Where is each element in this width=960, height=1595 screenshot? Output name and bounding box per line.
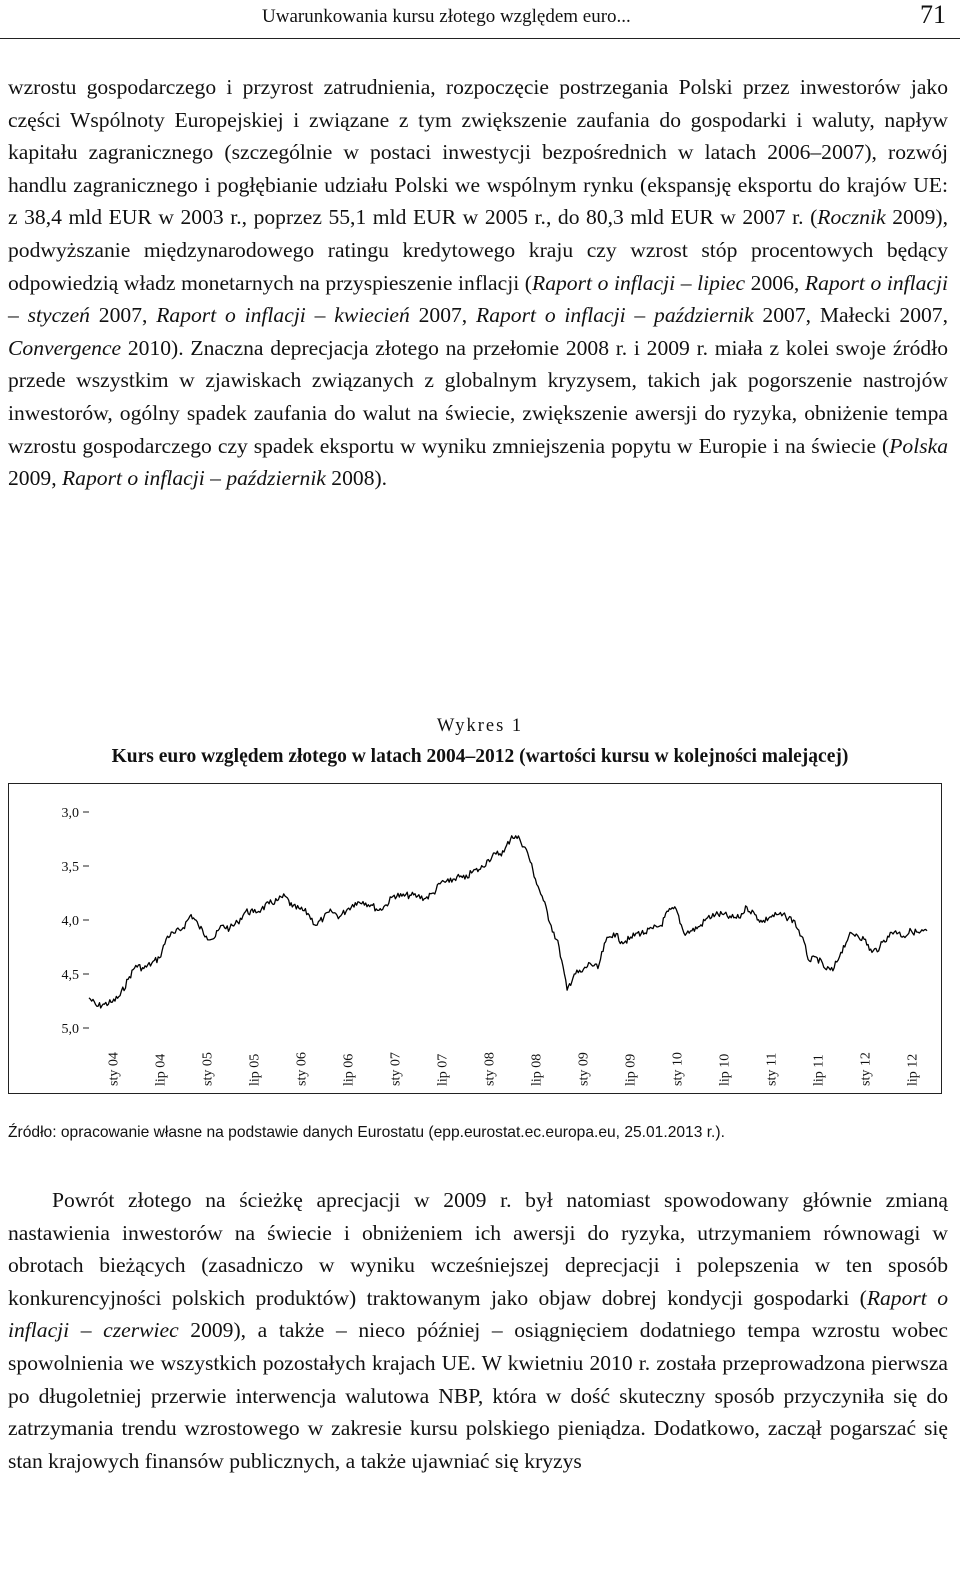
x-tick-label: lip 11 (811, 1054, 827, 1086)
x-tick-label: sty 06 (294, 1052, 310, 1086)
x-tick-label: sty 08 (482, 1052, 498, 1086)
x-tick-label: sty 09 (576, 1052, 592, 1086)
body-paragraph-1 (8, 71, 948, 495)
citation-text: Raport o inflacji – październik (476, 303, 754, 328)
x-tick-label: sty 10 (670, 1052, 686, 1086)
paragraph-text: Powrót złotego na ścieżkę aprecjacji w 2009 r. był natomiast spowodowany głównie zmianą nastawienia inwestorów na świecie i obniżeniem ich awersji do ryzyka, utrzymaniem równowagi w obrotach bieżących (zasadniczo w wyniku wcześniejszej deprecjacji i polepszenia w ten sposób konkurencyjności polskich produktów) traktowanym jako objaw dobrej kondycji gospodarki ( (8, 1188, 948, 1310)
running-title: Uwarunkowania kursu złotego względem euro... (262, 6, 631, 27)
paragraph-text: 2007, (89, 303, 157, 328)
x-tick-label: sty 11 (764, 1052, 780, 1086)
citation-text: Raport o inflacji – styczeń (8, 270, 949, 328)
x-tick-label: lip 04 (153, 1053, 169, 1086)
y-tick-label: 3,0 (61, 806, 79, 821)
header-rule (0, 38, 960, 39)
paragraph-text: 2010). Znaczna deprecjacja złotego na przełomie 2008 r. i 2009 r. miała z kolei swoje źródło przede wszystkim w zjawiskach związanych z globalnym kryzysem, takich jak pogorszenie nastrojów inwestorów, ogólny spadek zaufania do walut na świecie, zwiększenie awersji do ryzyka, obniżenie tempa wzrostu gospodarczego czy spadek eksportu w wyniku zmniejszenia popytu w Europie i na świecie ( (8, 335, 948, 458)
figure-title: Kurs euro względem złotego w latach 2004–2012 (wartości kursu w kolejności malejącej) (111, 746, 849, 767)
page-number: 71 (920, 0, 946, 29)
citation-text: Raport o inflacji – lipiec (532, 270, 746, 295)
paragraph-text: 2007, Małecki 2007, (753, 303, 948, 328)
x-tick-label: lip 10 (717, 1053, 733, 1086)
x-tick-label: lip 08 (529, 1053, 545, 1086)
paragraph-text: 2007, (409, 303, 477, 328)
chart-frame (8, 783, 942, 1094)
x-tick-label: sty 07 (388, 1052, 404, 1086)
citation-text: Convergence (8, 335, 122, 360)
body-paragraph-2 (8, 1184, 948, 1477)
x-tick-label: lip 05 (247, 1053, 263, 1086)
x-tick-label: lip 12 (905, 1053, 921, 1086)
y-tick-label: 5,0 (61, 1022, 79, 1037)
exchange-rate-chart (9, 784, 943, 1095)
y-tick-label: 3,5 (61, 860, 79, 875)
x-tick-label: sty 12 (858, 1052, 874, 1086)
x-tick-label: lip 09 (623, 1053, 639, 1086)
y-tick-label: 4,0 (61, 914, 79, 929)
paragraph-text: 2006, (745, 270, 805, 295)
citation-text: Polska (889, 433, 948, 458)
paragraph-text: 2009, (8, 466, 62, 491)
paragraph-text: 2009), podwyższanie międzynarodowego ratingu kredytowego kraju czy wzrost stóp procentowych będący odpowiedzią władz monetarnych na przyspieszenie inflacji ( (8, 205, 948, 295)
figure-label: Wykres 1 (436, 716, 524, 736)
page-header (0, 0, 960, 40)
citation-text: Rocznik (817, 205, 886, 230)
citation-text: Raport o inflacji – kwiecień (156, 303, 410, 328)
paragraph-text: wzrostu gospodarczego i przyrost zatrudnienia, rozpoczęcie postrzegania Polski przez inwestorów jako części Wspólnoty Europejskiej i związane z tym zwiększenie zaufania do gospodarki i waluty, napływ kapitału zagranicznego (szczególnie w postaci inwestycji bezpośrednich w latach 2006–2007), rozwój handlu zagranicznego i pogłębianie udziału Polski we wspólnym rynku (ekspansję eksportu do krajów UE: z 38,4 mld EUR w 2003 r., poprzez 55,1 mld EUR w 2005 r., do 80,3 mld EUR w 2007 r. ( (8, 75, 948, 230)
paragraph-text: 2009), a także – nieco później – osiągnięciem dodatniego tempa wzrostu wobec spowolnienia we wszystkich pozostałych krajach UE. W kwietniu 2010 r. została przeprowadzona pierwsza po długoletniej przerwie interwencja walutowa NBP, która w dość skuteczny sposób przyczyniła się do zatrzymania trendu wzrostowego w zakresie kursu polskiego pieniądza. Dodatkowo, zaczął pogarszać się stan krajowych finansów publicznych, a także ujawniać się kryzys (8, 1318, 948, 1473)
series-line-0 (89, 836, 927, 1008)
x-tick-label: sty 04 (106, 1052, 122, 1086)
x-tick-label: lip 07 (435, 1053, 451, 1086)
citation-text: Raport o inflacji – czerwiec (8, 1285, 948, 1343)
x-tick-label: sty 05 (200, 1052, 216, 1086)
y-tick-label: 4,5 (61, 968, 79, 983)
paragraph-text: 2008). (325, 466, 388, 491)
figure-source: Źródło: opracowanie własne na podstawie danych Eurostatu (epp.eurostat.ec.europa.eu, 25.01.2013 r.). (8, 1124, 725, 1141)
citation-text: Raport o inflacji – październik (61, 466, 326, 491)
x-tick-label: lip 06 (341, 1053, 357, 1086)
